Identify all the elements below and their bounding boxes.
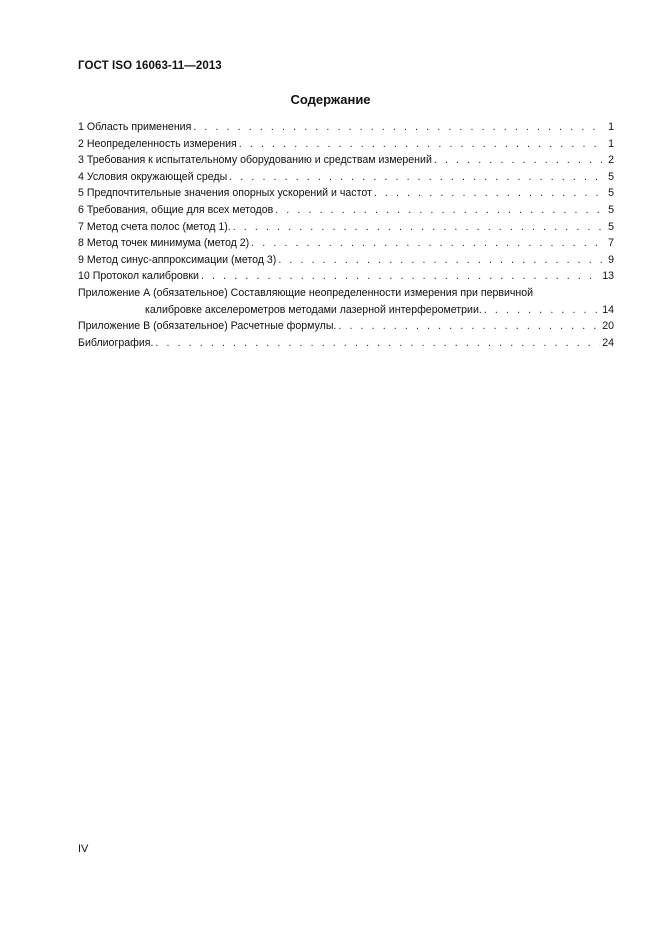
- toc-entry-9[interactable]: [78, 252, 614, 269]
- page-number: IV: [78, 843, 89, 855]
- toc-entry-5[interactable]: [78, 185, 614, 202]
- toc-entry-label: 2 Неопределенность измерения: [78, 137, 237, 150]
- toc-entry-label: 3 Требования к испытательному оборудованию и средствам измерений: [78, 154, 432, 167]
- toc-entry-page: 5: [608, 187, 614, 200]
- toc-leader-dots: [239, 136, 602, 153]
- toc-entry-6[interactable]: [78, 202, 614, 219]
- toc-entry-10[interactable]: [78, 268, 614, 285]
- toc-entry-label: 5 Предпочтительные значения опорных ускорений и частот: [78, 187, 372, 200]
- toc-entry-page: 5: [608, 170, 614, 183]
- toc-entry-appendix-b[interactable]: [78, 318, 614, 335]
- toc-entry-bibliography[interactable]: [78, 335, 614, 352]
- toc-leader-dots: [484, 302, 600, 319]
- toc-entry-8[interactable]: [78, 235, 614, 252]
- toc-entry-1[interactable]: [78, 119, 614, 136]
- toc-leader-dots: [275, 202, 602, 219]
- toc-entry-page: 1: [608, 137, 614, 150]
- toc-leader-dots: [251, 235, 602, 252]
- toc-title: Содержание: [290, 92, 371, 107]
- table-of-contents: [78, 119, 614, 351]
- toc-leader-dots: [233, 219, 602, 236]
- toc-entry-label: 1 Область применения: [78, 121, 192, 133]
- toc-entry-page: 1: [608, 121, 614, 133]
- document-code: ГОСТ ISO 16063-11—2013: [78, 60, 222, 72]
- toc-leader-dots: [434, 152, 602, 169]
- toc-entry-page: 5: [608, 220, 614, 233]
- toc-entry-label: Библиография.: [78, 336, 154, 349]
- toc-entry-page: 9: [608, 253, 614, 266]
- toc-entry-page: 24: [602, 336, 614, 349]
- toc-entry-page: 2: [608, 154, 614, 167]
- toc-entry-3[interactable]: [78, 152, 614, 169]
- toc-leader-dots: [193, 119, 602, 136]
- toc-entry-page: 14: [602, 303, 614, 316]
- toc-entry-label: 10 Протокол калибровки: [78, 270, 199, 283]
- toc-entry-label: Приложение В (обязательное) Расчетные формулы.: [78, 320, 337, 333]
- toc-entry-page: 20: [602, 320, 614, 333]
- toc-entry-appendix-a[interactable]: [78, 285, 614, 318]
- toc-leader-dots: [278, 252, 602, 269]
- toc-entry-page: 13: [602, 270, 614, 283]
- toc-entry-page: 7: [608, 237, 614, 250]
- toc-entry-2[interactable]: [78, 136, 614, 153]
- toc-entry-4[interactable]: [78, 169, 614, 186]
- toc-entry-label: 6 Требования, общие для всех методов: [78, 203, 274, 216]
- toc-leader-dots: [374, 185, 602, 202]
- toc-entry-label: 9 Метод синус-аппроксимации (метод 3): [78, 253, 277, 266]
- toc-leader-dots: [201, 268, 600, 285]
- toc-entry-label-line2: калибровке акселерометров методами лазерной интерферометрии.: [145, 303, 482, 316]
- toc-entry-label-line1: Приложение А (обязательное) Составляющие неопределенности измерения при первичной: [78, 286, 534, 299]
- toc-entry-label: 7 Метод счета полос (метод 1).: [78, 220, 231, 233]
- toc-leader-dots: [229, 169, 602, 186]
- toc-entry-label: 8 Метод точек минимума (метод 2): [78, 237, 250, 250]
- toc-entry-page: 5: [608, 203, 614, 216]
- toc-entry-7[interactable]: [78, 219, 614, 236]
- toc-leader-dots: [338, 318, 600, 335]
- toc-leader-dots: [155, 335, 600, 352]
- toc-entry-label: 4 Условия окружающей среды: [78, 170, 228, 183]
